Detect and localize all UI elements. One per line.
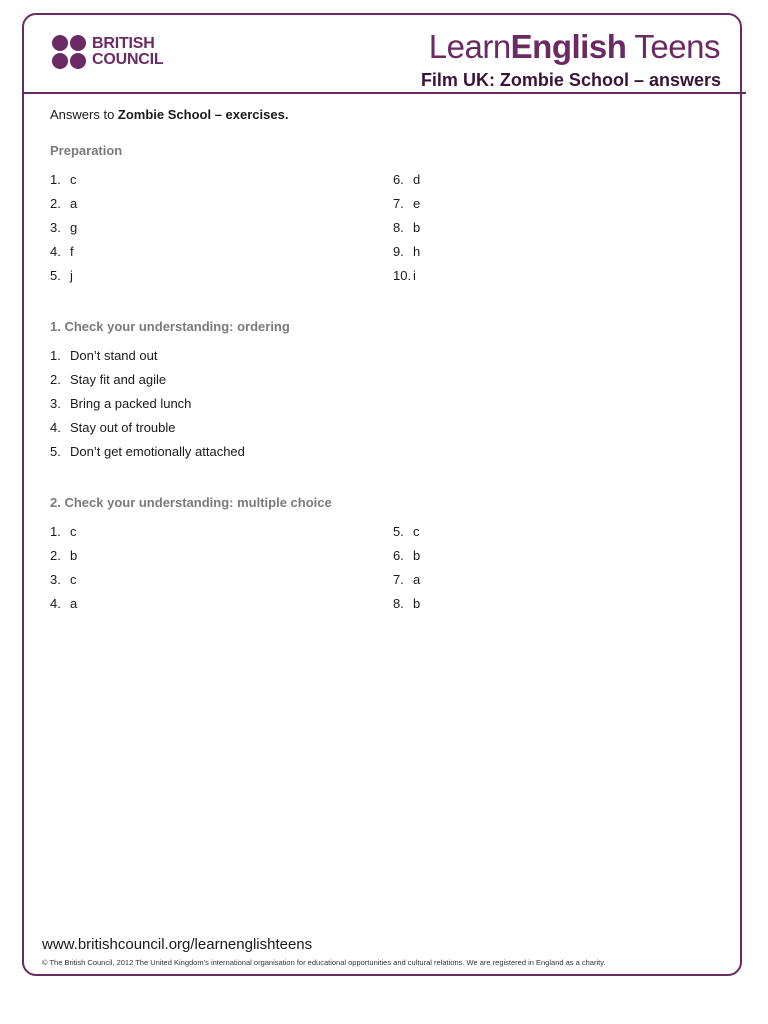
list-item: 5. Don’t get emotionally attached <box>50 444 245 459</box>
logo-line-2: COUNCIL <box>92 51 164 68</box>
list-item: 8. b <box>393 596 421 611</box>
list-item: 5. c <box>393 524 420 539</box>
document-title: Film UK: Zombie School – answers <box>420 70 721 90</box>
logo-line-1: BRITISH <box>92 35 155 52</box>
learnenglish-teens-logo <box>429 28 720 66</box>
section-heading-multiple-choice: 2. Check your understanding: multiple choice <box>50 495 332 510</box>
list-item: 2. Stay fit and agile <box>50 372 167 387</box>
section-heading-ordering: 1. Check your understanding: ordering <box>50 319 290 334</box>
brand-bold: English <box>510 28 627 65</box>
list-item: 1. Don’t stand out <box>50 348 158 363</box>
list-item: 4. a <box>50 596 78 611</box>
footer-copyright: © The British Council, 2012 The United Kingdom’s international organisation for educational opportunities and cultural relations. We are registered in England as a charity. <box>42 958 606 967</box>
list-item: 2. b <box>50 548 78 563</box>
list-item: 3. c <box>50 572 77 587</box>
list-item: 10. i <box>393 268 416 283</box>
intro-line <box>50 107 288 122</box>
brand-suffix: Teens <box>626 28 720 65</box>
section-heading-preparation: Preparation <box>50 143 123 158</box>
list-item: 1. c <box>50 172 77 187</box>
list-item: 6. d <box>393 172 421 187</box>
british-council-dots-icon <box>52 35 88 71</box>
list-item: 3. g <box>50 220 78 235</box>
list-item: 7. a <box>393 572 421 587</box>
list-item: 6. b <box>393 548 421 563</box>
list-item: 3. Bring a packed lunch <box>50 396 192 411</box>
list-item: 7. e <box>393 196 421 211</box>
list-item: 8. b <box>393 220 421 235</box>
header-divider <box>22 92 746 94</box>
intro-prefix: Answers to <box>50 107 118 122</box>
list-item: 9. h <box>393 244 421 259</box>
footer-url: www.britishcouncil.org/learnenglishteens <box>42 936 313 953</box>
brand-prefix: Learn <box>428 28 511 65</box>
list-item: 1. c <box>50 524 77 539</box>
intro-bold: Zombie School – exercises. <box>117 107 289 122</box>
list-item: 2. a <box>50 196 78 211</box>
list-item: 4. f <box>50 244 74 259</box>
list-item: 4. Stay out of trouble <box>50 420 176 435</box>
list-item: 5. j <box>50 268 73 283</box>
british-council-logo <box>52 35 177 71</box>
